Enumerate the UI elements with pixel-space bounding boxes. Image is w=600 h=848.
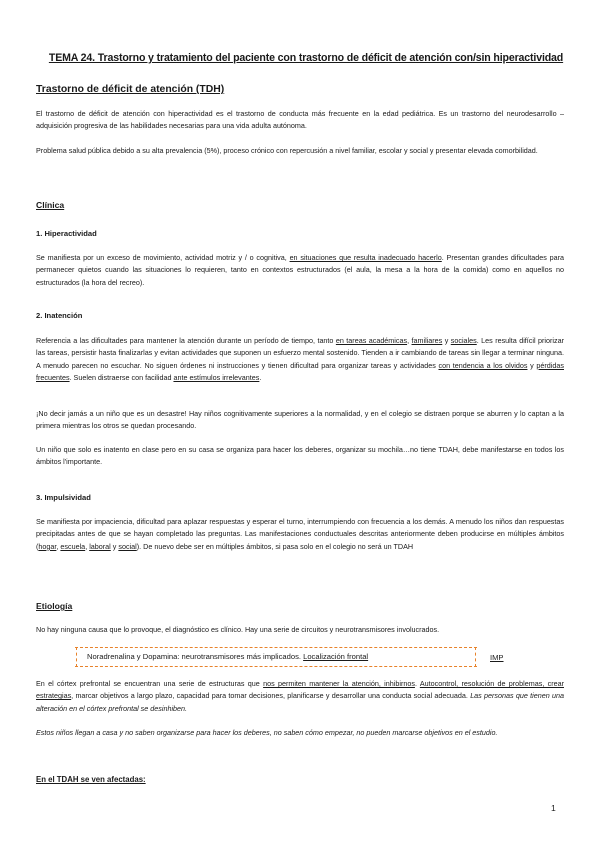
paragraph-etiologia-intro: No hay ninguna causa que lo provoque, el diagnóstico es clínico. Hay una serie de circuitos y neurotransmisores involucrados.: [36, 625, 440, 634]
paragraph-tdh-definition: El trastorno de déficit de atención con hiperactividad es el trastorno de conducta más frecuente en la edad pediátrica. Es un trastorno del neurodesarrollo – adquisición progresiva de las habilidades necesarias para una vida adulta autónoma.: [36, 109, 564, 131]
paragraph-tdh-public-health: Problema salud pública debido a su alta prevalencia (5%), proceso crónico con repercusión a nivel familiar, escolar y social y presentar elevada comorbilidad.: [36, 146, 538, 155]
page-number: 1: [551, 803, 556, 813]
paragraph-impulsividad: Se manifiesta por impaciencia, dificultad para aplazar respuestas y esperar el turno, interrumpiendo con frecuencia a los demás. A menudo los niños dan respuestas precipitadas antes de que se hayan completado las preguntas. Las manifestaciones conductuales descritas anteriormente deben producirse en múltiples ámbitos (hogar, escuela, laboral y social). De nuevo debe ser en múltiples ámbitos, si pasa solo en el colegio no será un TDAH: [36, 517, 564, 551]
section-heading-etiologia: Etiología: [36, 601, 73, 611]
highlight-box: [76, 647, 476, 667]
paragraph-hiperactividad: Se manifiesta por un exceso de movimiento, actividad motriz y / o cognitiva, en situaciones que resulta inadecuado hacerlo. Presentan grandes dificultades para permanecer quietos cuando las situaciones lo requieren, tanto en contextos estructurados (el aula, la mesa a la hora de la comida) como en aquellos no estructurados (la hora del recreo).: [36, 253, 564, 287]
paragraph-inatencion: Referencia a las dificultades para mantener la atención durante un período de tiempo, tanto en tareas académicas, familiares y sociales. Les resulta difícil priorizar las tareas, persistir hasta finalizarlas y evitan actividades que suponen un esfuerzo mental sostenido. Tienden a ir cambiando de tareas sin llegar a terminar ninguna. A menudo parecen no escuchar. No siguen órdenes ni instrucciones y tienen dificultad para organizar tareas y actividades con tendencia a los olvidos y pérdidas frecuentes. Suelen distraerse con facilidad ante estímulos irrelevantes.: [36, 336, 564, 383]
paragraph-inatencion-note: ¡No decir jamás a un niño que es un desastre! Hay niños cognitivamente superiores a la normalidad, y en el colegio se distraen porque se aburren y lo captan a la primera mientras los otros se quedan procesando.: [36, 409, 564, 431]
section-heading-afectadas: En el TDAH se ven afectadas:: [36, 775, 146, 784]
paragraph-cortex-prefrontal: En el córtex prefrontal se encuentran una serie de estructuras que nos permiten mantener la atención, inhibirnos. Autocontrol, resolución de problemas, crear estrategias, marcar objetivos a largo plazo, capacidad para tomar decisiones, planificarse y desarrollar una conducta social adecuada. Las personas que tienen una alteración en el córtex prefrontal se desinhiben.: [36, 679, 564, 713]
imp-label: IMP: [490, 653, 504, 662]
section-heading-tdh: Trastorno de déficit de atención (TDH): [36, 84, 225, 95]
paragraph-inatencion-example: Un niño que solo es inatento en clase pero en su casa se organiza para hacer los deberes, organizar su mochila…no tiene TDAH, debe manifestarse en todos los ámbitos l'importante.: [36, 445, 564, 467]
section-heading-clinica: Clínica: [36, 200, 65, 210]
subheading-hiperactividad: 1. Hiperactividad: [36, 229, 97, 238]
subheading-inatencion: 2. Inatención: [36, 311, 83, 320]
paragraph-etiologia-example: Estos niños llegan a casa y no saben organizarse para hacer los deberes, no saben cómo empezar, no pueden marcarse objetivos en el estudio.: [36, 728, 498, 737]
page-title: TEMA 24. Trastorno y tratamiento del paciente con trastorno de déficit de atención con/sin hiperactividad: [48, 52, 564, 64]
subheading-impulsividad: 3. Impulsividad: [36, 493, 91, 502]
highlight-box-text: Noradrenalina y Dopamina: neurotransmisores más implicados. Localización frontal: [87, 652, 369, 661]
